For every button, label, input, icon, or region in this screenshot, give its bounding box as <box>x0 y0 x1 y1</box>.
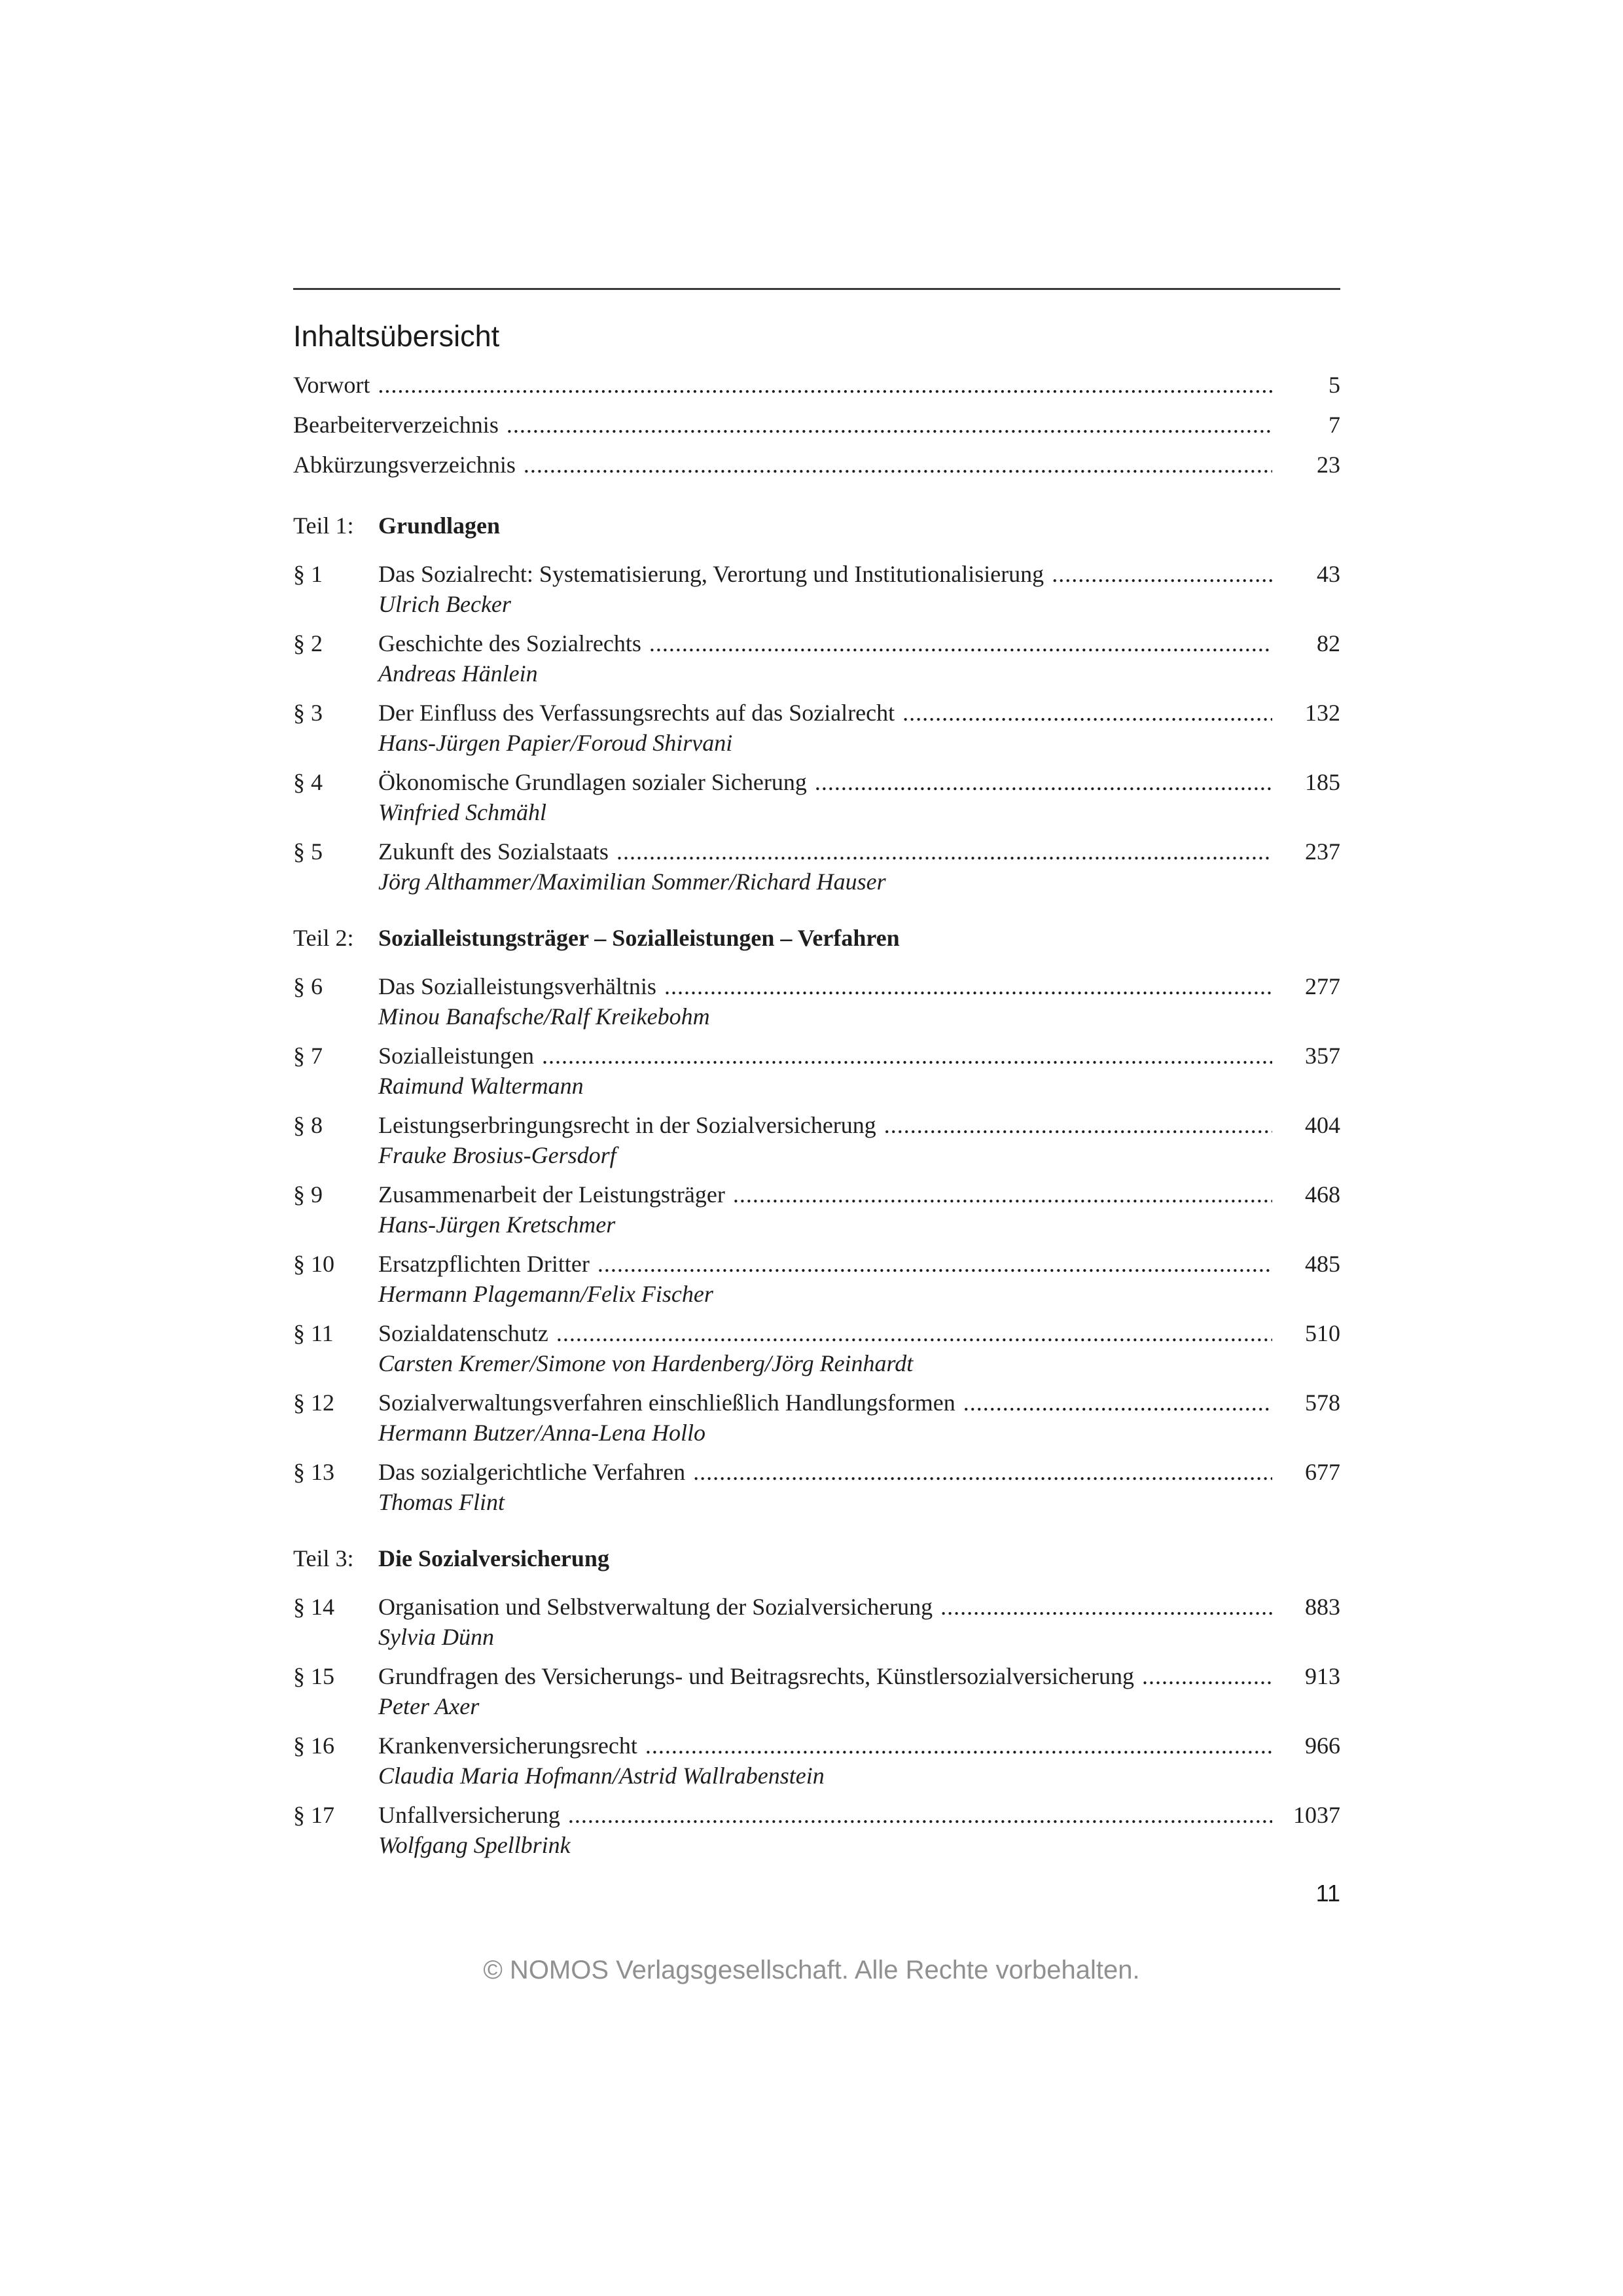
leader-dots <box>645 1731 1272 1761</box>
entry-line <box>293 1457 1340 1487</box>
section-number: § 10 <box>293 1251 334 1277</box>
section-author: Minou Banafsche/Ralf Kreikebohm <box>378 1003 710 1030</box>
section-number: § 12 <box>293 1390 334 1416</box>
table-of-contents <box>293 370 1340 1869</box>
part-heading <box>293 490 1340 559</box>
entry-line <box>293 767 1340 797</box>
section-author: Wolfgang Spellbrink <box>378 1832 571 1858</box>
section-author: Frauke Brosius-Gersdorf <box>378 1142 616 1168</box>
toc-section-entry[interactable] <box>293 1388 1340 1457</box>
leader-dots <box>1142 1661 1272 1691</box>
section-page-number: 357 <box>1305 1043 1340 1069</box>
leader-dots <box>568 1800 1272 1830</box>
section-author: Claudia Maria Hofmann/Astrid Wallrabenstein <box>378 1763 825 1789</box>
entry-title: Vorwort <box>293 372 370 398</box>
section-number: § 1 <box>293 561 323 587</box>
part-label: Teil 1: <box>293 512 354 539</box>
section-author: Hermann Plagemann/Felix Fischer <box>378 1281 713 1307</box>
section-number: § 5 <box>293 838 323 865</box>
part-heading-line <box>293 923 1340 953</box>
part-label: Teil 3: <box>293 1545 354 1571</box>
section-page-number: 510 <box>1305 1320 1340 1346</box>
section-page-number: 883 <box>1305 1594 1340 1620</box>
leader-dots <box>884 1110 1272 1140</box>
page-title: Inhaltsübersicht <box>293 319 500 353</box>
part-label: Teil 2: <box>293 925 354 951</box>
toc-section-entry[interactable] <box>293 1179 1340 1249</box>
section-page-number: 966 <box>1305 1732 1340 1759</box>
section-title: Das Sozialrecht: Systematisierung, Verortung und Institutionalisierung <box>378 561 1044 587</box>
leader-dots <box>940 1592 1272 1622</box>
section-page-number: 277 <box>1305 973 1340 999</box>
entry-line <box>293 559 1340 589</box>
entry-line <box>293 1318 1340 1348</box>
section-page-number: 237 <box>1305 838 1340 865</box>
toc-section-entry[interactable] <box>293 1110 1340 1179</box>
part-heading <box>293 906 1340 971</box>
section-number: § 17 <box>293 1802 334 1828</box>
part-title: Grundlagen <box>378 512 501 539</box>
entry-line <box>293 1592 1340 1622</box>
toc-section-entry[interactable] <box>293 698 1340 767</box>
section-page-number: 1037 <box>1293 1802 1340 1828</box>
section-title: Ökonomische Grundlagen sozialer Sicherung <box>378 769 807 795</box>
section-number: § 2 <box>293 630 323 656</box>
entry-line <box>293 1388 1340 1418</box>
section-title: Das Sozialleistungsverhältnis <box>378 973 656 999</box>
front-matter-entry[interactable] <box>293 450 1340 490</box>
part-title: Sozialleistungsträger – Sozialleistungen – Verfahren <box>378 925 900 951</box>
entry-page-number: 7 <box>1329 412 1340 438</box>
entry-line <box>293 410 1340 440</box>
section-number: § 13 <box>293 1459 334 1485</box>
part-heading <box>293 1526 1340 1592</box>
section-author: Raimund Waltermann <box>378 1073 584 1099</box>
toc-section-entry[interactable] <box>293 767 1340 836</box>
section-page-number: 43 <box>1317 561 1340 587</box>
toc-section-entry[interactable] <box>293 559 1340 628</box>
leader-dots <box>649 628 1272 658</box>
entry-line <box>293 1731 1340 1761</box>
entry-line <box>293 971 1340 1001</box>
part-heading-line <box>293 511 1340 541</box>
leader-dots <box>664 971 1272 1001</box>
leader-dots <box>556 1318 1272 1348</box>
section-number: § 15 <box>293 1663 334 1689</box>
part-heading-line <box>293 1543 1340 1573</box>
entry-line <box>293 1800 1340 1830</box>
toc-section-entry[interactable] <box>293 1041 1340 1110</box>
leader-dots <box>1052 559 1272 589</box>
section-author: Sylvia Dünn <box>378 1624 494 1650</box>
entry-title: Bearbeiterverzeichnis <box>293 412 499 438</box>
section-author: Jörg Althammer/Maximilian Sommer/Richard Hauser <box>378 869 886 895</box>
copyright-notice: © NOMOS Verlagsgesellschaft. Alle Rechte vorbehalten. <box>483 1956 1140 1984</box>
section-number: § 16 <box>293 1732 334 1759</box>
toc-section-entry[interactable] <box>293 971 1340 1041</box>
section-number: § 7 <box>293 1043 323 1069</box>
section-page-number: 677 <box>1305 1459 1340 1485</box>
section-page-number: 185 <box>1305 769 1340 795</box>
entry-page-number: 23 <box>1317 452 1340 478</box>
entry-line <box>293 1041 1340 1071</box>
section-title: Sozialdatenschutz <box>378 1320 548 1346</box>
section-number: § 11 <box>293 1320 334 1346</box>
section-title: Leistungserbringungsrecht in der Sozialversicherung <box>378 1112 876 1138</box>
section-author: Winfried Schmähl <box>378 799 546 825</box>
section-title: Geschichte des Sozialrechts <box>378 630 641 656</box>
section-title: Das sozialgerichtliche Verfahren <box>378 1459 686 1485</box>
section-title: Sozialleistungen <box>378 1043 534 1069</box>
entry-line <box>293 1661 1340 1691</box>
section-title: Organisation und Selbstverwaltung der Sozialversicherung <box>378 1594 933 1620</box>
entry-line <box>293 1110 1340 1140</box>
section-page-number: 913 <box>1305 1663 1340 1689</box>
toc-section-entry[interactable] <box>293 628 1340 698</box>
toc-section-entry[interactable] <box>293 836 1340 906</box>
leader-dots <box>597 1249 1272 1279</box>
section-number: § 3 <box>293 700 323 726</box>
section-page-number: 468 <box>1305 1181 1340 1208</box>
entry-title: Abkürzungsverzeichnis <box>293 452 516 478</box>
section-page-number: 578 <box>1305 1390 1340 1416</box>
section-author: Hans-Jürgen Papier/Foroud Shirvani <box>378 730 733 756</box>
section-title: Zusammenarbeit der Leistungsträger <box>378 1181 725 1208</box>
section-title: Grundfragen des Versicherungs- und Beitragsrechts, Künstlersozialversicherung <box>378 1663 1134 1689</box>
leader-dots <box>507 410 1272 440</box>
leader-dots <box>963 1388 1272 1418</box>
entry-line <box>293 370 1340 400</box>
toc-section-entry[interactable] <box>293 1592 1340 1661</box>
leader-dots <box>902 698 1272 728</box>
entry-line <box>293 628 1340 658</box>
section-title: Krankenversicherungsrecht <box>378 1732 637 1759</box>
leader-dots <box>616 836 1272 867</box>
front-matter-entry[interactable] <box>293 410 1340 450</box>
section-title: Der Einfluss des Verfassungsrechts auf das Sozialrecht <box>378 700 895 726</box>
leader-dots <box>378 370 1272 400</box>
section-author: Andreas Hänlein <box>378 660 538 687</box>
section-author: Thomas Flint <box>378 1489 505 1515</box>
front-matter-entry[interactable] <box>293 370 1340 410</box>
leader-dots <box>542 1041 1272 1071</box>
section-page-number: 485 <box>1305 1251 1340 1277</box>
toc-section-entry[interactable] <box>293 1457 1340 1526</box>
leader-dots <box>815 767 1272 797</box>
section-number: § 8 <box>293 1112 323 1138</box>
section-page-number: 82 <box>1317 630 1340 656</box>
toc-section-entry[interactable] <box>293 1661 1340 1731</box>
section-number: § 14 <box>293 1594 334 1620</box>
section-title: Ersatzpflichten Dritter <box>378 1251 590 1277</box>
section-page-number: 404 <box>1305 1112 1340 1138</box>
section-title: Sozialverwaltungsverfahren einschließlich Handlungsformen <box>378 1390 955 1416</box>
leader-dots <box>733 1179 1272 1210</box>
toc-section-entry[interactable] <box>293 1249 1340 1318</box>
section-author: Hans-Jürgen Kretschmer <box>378 1211 616 1238</box>
entry-line <box>293 698 1340 728</box>
section-author: Ulrich Becker <box>378 591 511 617</box>
section-title: Unfallversicherung <box>378 1802 560 1828</box>
entry-line <box>293 1179 1340 1210</box>
section-number: § 6 <box>293 973 323 999</box>
section-author: Carsten Kremer/Simone von Hardenberg/Jörg Reinhardt <box>378 1350 914 1376</box>
section-author: Peter Axer <box>378 1693 480 1719</box>
toc-section-entry[interactable] <box>293 1731 1340 1800</box>
toc-section-entry[interactable] <box>293 1318 1340 1388</box>
section-title: Zukunft des Sozialstaats <box>378 838 609 865</box>
entry-line <box>293 836 1340 867</box>
toc-section-entry[interactable] <box>293 1800 1340 1869</box>
page-number: 11 <box>1315 1880 1340 1907</box>
section-page-number: 132 <box>1305 700 1340 726</box>
part-title: Die Sozialversicherung <box>378 1545 609 1571</box>
leader-dots <box>693 1457 1272 1487</box>
entry-line <box>293 1249 1340 1279</box>
section-author: Hermann Butzer/Anna-Lena Hollo <box>378 1420 705 1446</box>
entry-line <box>293 450 1340 480</box>
leader-dots <box>524 450 1272 480</box>
section-number: § 9 <box>293 1181 323 1208</box>
top-rule <box>293 288 1340 290</box>
entry-page-number: 5 <box>1329 372 1340 398</box>
section-number: § 4 <box>293 769 323 795</box>
